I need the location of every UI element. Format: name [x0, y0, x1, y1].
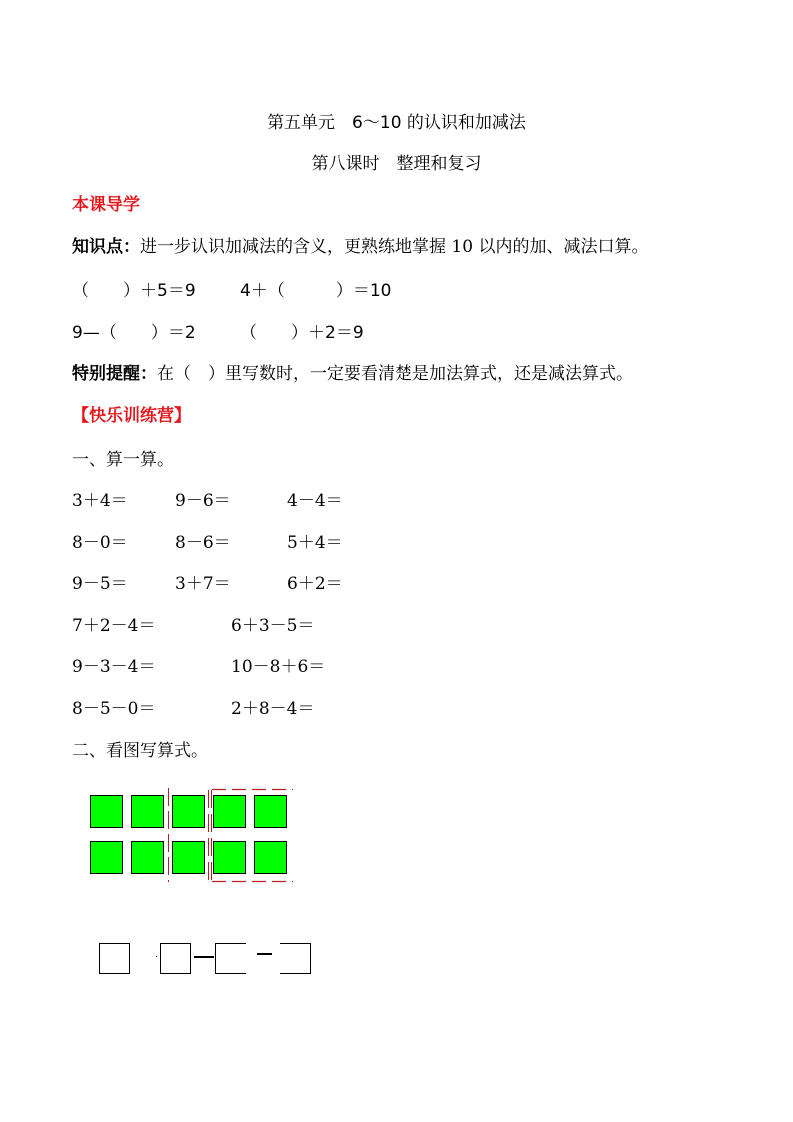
section2-title: 二、看图写算式。 [72, 741, 208, 761]
answer-box[interactable] [215, 943, 246, 974]
answer-box[interactable] [160, 943, 191, 974]
guide-heading: 本课导学 [72, 195, 140, 215]
green-square [254, 795, 287, 828]
arith-item: 8－6＝ [175, 533, 231, 553]
arith-item: 5＋4＝ [287, 533, 343, 553]
answer-box[interactable] [99, 943, 130, 974]
arith-item: 9－3－4＝ [72, 657, 156, 677]
green-square [131, 795, 164, 828]
arith-item: 2＋8－4＝ [231, 699, 315, 719]
example-eq: （ ）＋5＝9 [72, 281, 196, 301]
lesson-title: 第八课时 整理和复习 [311, 154, 482, 174]
arith-item: 10－8＋6＝ [231, 657, 326, 677]
arith-item: 7＋2－4＝ [72, 616, 156, 636]
arith-item: 4－4＝ [287, 491, 343, 511]
practice-heading: 【快乐训练营】 [72, 406, 191, 426]
green-square [213, 795, 246, 828]
green-square [131, 841, 164, 874]
knowledge-label: 知识点： [72, 237, 140, 257]
green-square [172, 841, 205, 874]
green-square [90, 841, 123, 874]
example-eq: （ ）＋2＝9 [240, 323, 364, 343]
special-reminder [72, 359, 633, 384]
example-eq: 4＋（ ）＝10 [240, 281, 392, 301]
arith-item: 3＋4＝ [72, 491, 128, 511]
knowledge-text: 进一步认识加减法的含义，更熟练地掌握 10 以内的加、减法口算。 [140, 237, 649, 257]
arith-item: 6＋3－5＝ [231, 616, 315, 636]
arith-item: 3＋7＝ [175, 574, 231, 594]
reminder-label: 特别提醒： [72, 364, 157, 384]
minus-sign [194, 956, 214, 958]
arith-item: 6＋2＝ [287, 574, 343, 594]
green-square [254, 841, 287, 874]
unit-title: 第五单元 6～10 的认识和加减法 [267, 113, 526, 133]
minus-sign [257, 953, 272, 955]
knowledge-point [72, 232, 648, 257]
arith-item: 9－6＝ [175, 491, 231, 511]
green-square [172, 795, 205, 828]
section1-title: 一、算一算。 [72, 450, 174, 470]
green-square [90, 795, 123, 828]
green-square [213, 841, 246, 874]
dot-mark [156, 956, 157, 957]
example-eq: 9—（ ）＝2 [72, 323, 196, 343]
arith-item: 9－5＝ [72, 574, 128, 594]
reminder-text: 在（ ）里写数时，一定要看清楚是加法算式，还是减法算式。 [157, 364, 633, 384]
answer-box[interactable] [280, 943, 311, 974]
arith-item: 8－5－0＝ [72, 699, 156, 719]
arith-item: 8－0＝ [72, 533, 128, 553]
